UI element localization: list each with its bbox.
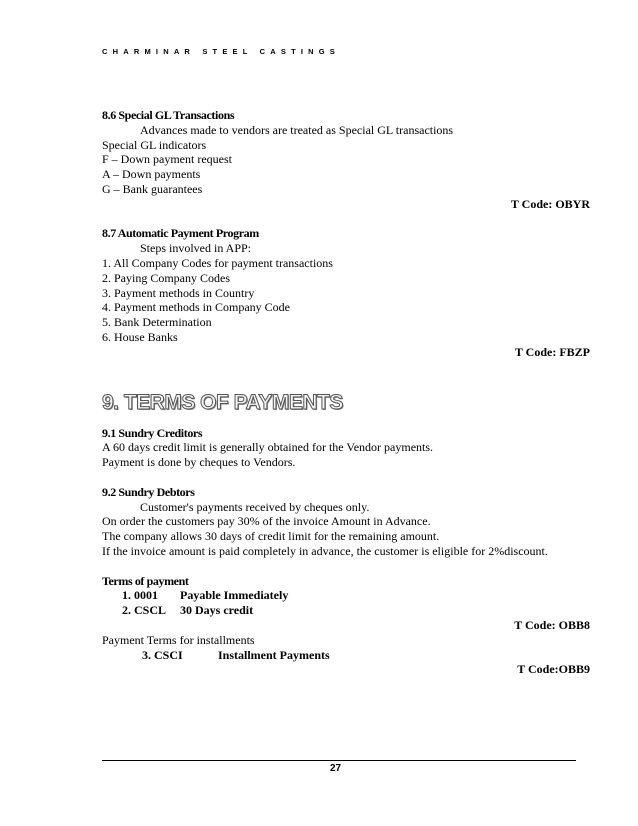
footer-divider	[102, 760, 576, 761]
s86-line: Special GL indicators	[102, 137, 207, 152]
section-9-heading: 9. TERMS OF PAYMENTS	[102, 390, 343, 414]
installments-label: Payment Terms for installments	[102, 632, 255, 647]
section-9-1-title: 9.1 Sundry Creditors	[102, 425, 203, 440]
s87-tcode: T Code: FBZP	[514, 344, 590, 359]
s87-line: 6. House Banks	[102, 329, 178, 344]
s91-line: A 60 days credit limit is generally obtained for the Vendor payments.	[102, 440, 434, 455]
s87-line: 2. Paying Company Codes	[102, 270, 230, 285]
s86-line: G – Bank guarantees	[102, 181, 203, 196]
company-header: CHARMINAR STEEL CASTINGS	[102, 47, 340, 56]
section-9-2-title: 9.2 Sundry Debtors	[102, 484, 195, 499]
terms-code: 2. CSCL	[122, 603, 167, 618]
s86-line: Advances made to vendors are treated as Special GL transactions	[140, 122, 454, 137]
terms-desc: 30 Days credit	[180, 603, 254, 618]
s87-line: Steps involved in APP:	[140, 241, 252, 256]
terms-row	[102, 588, 590, 603]
s87-line: 4. Payment methods in Company Code	[102, 300, 290, 315]
terms-row	[102, 603, 590, 618]
s87-line: 5. Bank Determination	[102, 315, 212, 330]
terms-code: 1. 0001	[122, 588, 158, 603]
terms-tcode-1: T Code: OBB8	[514, 617, 590, 632]
page-number: 27	[330, 763, 342, 774]
s87-line: 1. All Company Codes for payment transactions	[102, 255, 333, 270]
installment-code: 3. CSCI	[142, 647, 183, 662]
s91-line: Payment is done by cheques to Vendors.	[102, 455, 296, 470]
terms-desc: Payable Immediately	[180, 588, 289, 603]
page-content	[102, 108, 590, 677]
s92-line: The company allows 30 days of credit limit for the remaining amount.	[102, 529, 440, 544]
s92-line: If the invoice amount is paid completely in advance, the customer is eligible for 2%discount.	[102, 543, 548, 558]
s86-tcode: T Code: OBYR	[510, 196, 590, 211]
installment-row	[102, 648, 590, 663]
s86-line: F – Down payment request	[102, 152, 232, 167]
section-8-7-title: 8.7 Automatic Payment Program	[102, 226, 259, 241]
terms-tcode-2: T Code:OBB9	[517, 662, 590, 677]
section-8-6-title: 8.6 Special GL Transactions	[102, 108, 235, 122]
s87-line: 3. Payment methods in Country	[102, 285, 255, 300]
installment-desc: Installment Payments	[218, 647, 330, 662]
s92-line: On order the customers pay 30% of the invoice Amount in Advance.	[102, 514, 431, 529]
terms-title: Terms of payment	[102, 573, 189, 588]
s92-line: Customer's payments received by cheques only.	[140, 499, 370, 514]
s86-line: A – Down payments	[102, 167, 201, 182]
